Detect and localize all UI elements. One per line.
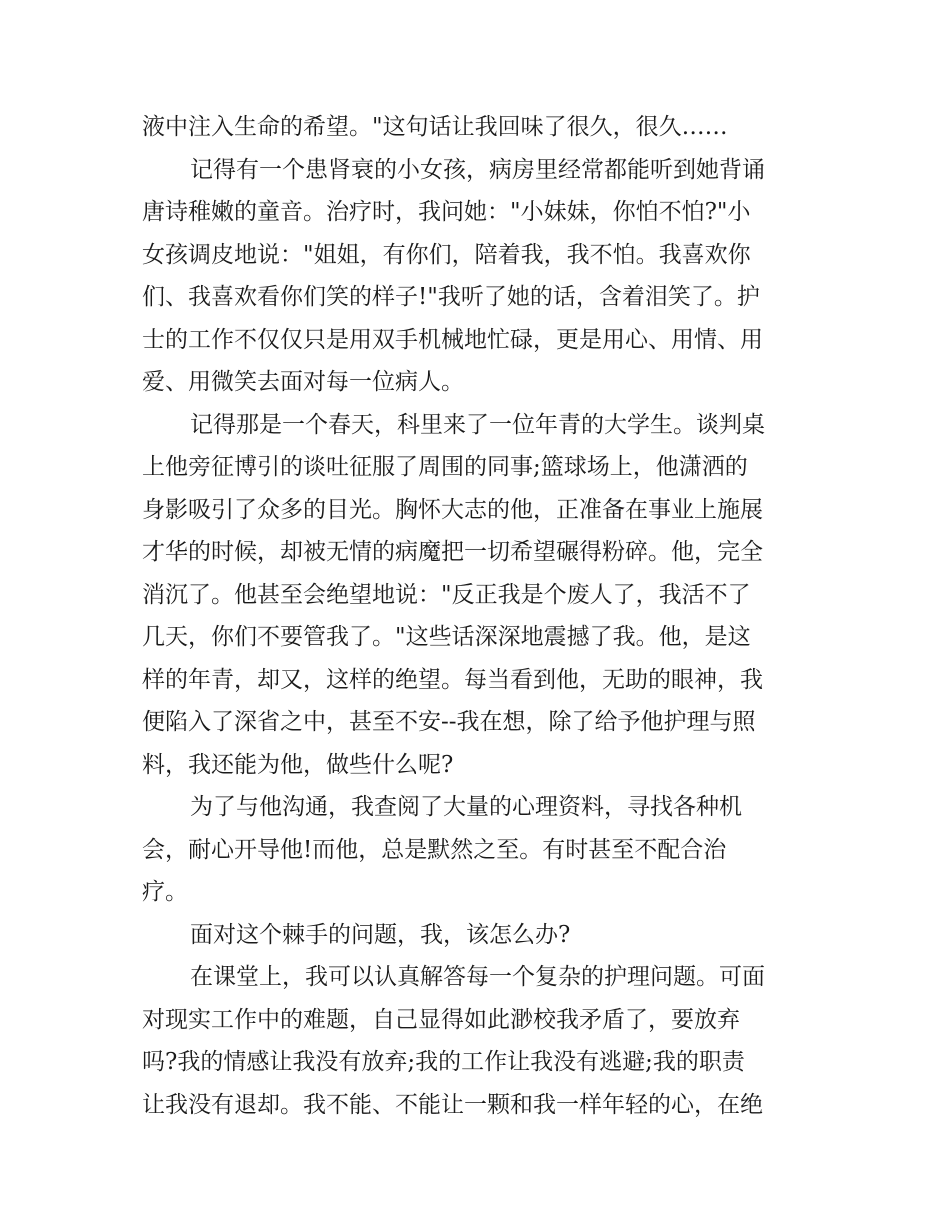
- paragraph-start-line: 记得有一个患肾衰的小女孩，病房里经常都能听到她背诵: [190, 156, 765, 183]
- text-line: 会，耐心开导他!而他，总是默然之至。有时甚至不配合治: [142, 836, 727, 863]
- text-line: 消沉了。他甚至会绝望地说："反正我是个废人了，我活不了: [142, 581, 751, 608]
- text-line: 爱、用微笑去面对每一位病人。: [142, 369, 464, 395]
- text-line: 女孩调皮地说："姐姐，有你们，陪着我，我不怕。我喜欢你: [142, 241, 751, 268]
- text-line: 吗?我的情感让我没有放弃;我的工作让我没有逃避;我的职责: [142, 1049, 745, 1075]
- text-line: 料，我还能为他，做些什么呢?: [142, 751, 454, 778]
- paragraph-start-line: 在课堂上，我可以认真解答每一个复杂的护理问题。可面: [190, 964, 765, 990]
- text-line: 疗。: [142, 879, 188, 905]
- text-line: 便陷入了深省之中，甚至不安--我在想，除了给予他护理与照: [142, 709, 756, 735]
- text-line: 士的工作不仅仅只是用双手机械地忙碌，更是用心、用情、用: [142, 326, 763, 353]
- paragraph-start-line: 为了与他沟通，我查阅了大量的心理资料，寻找各种机: [190, 794, 742, 820]
- text-line: 样的年青，却又，这样的绝望。每当看到他，无助的眼神，我: [142, 666, 763, 693]
- text-line: 们、我喜欢看你们笑的样子!"我听了她的话，含着泪笑了。护: [142, 284, 760, 310]
- text-line: 才华的时候，却被无情的病魔把一切希望碾得粉碎。他，完全: [142, 539, 763, 565]
- paragraph-start-line: 面对这个棘手的问题，我，该怎么办?: [190, 921, 571, 948]
- text-line: 对现实工作中的难题，自己显得如此渺校我矛盾了，要放弃: [142, 1006, 740, 1033]
- document-body: [142, 106, 814, 1126]
- text-line: 几天，你们不要管我了。"这些话深深地震撼了我。他，是这: [142, 624, 751, 650]
- text-line: 身影吸引了众多的目光。胸怀大志的他，正准备在事业上施展: [142, 496, 763, 523]
- text-line: 上他旁征博引的谈吐征服了周围的同事;篮球场上，他潇洒的: [142, 454, 748, 480]
- text-line: 液中注入生命的希望。"这句话让我回味了很久，很久……: [142, 114, 728, 140]
- text-line: 让我没有退却。我不能、不能让一颗和我一样年轻的心，在绝: [142, 1091, 763, 1118]
- text-line: 唐诗稚嫩的童音。治疗时，我问她："小妹妹，你怕不怕?"小: [142, 199, 751, 225]
- paragraph-start-line: 记得那是一个春天，科里来了一位年青的大学生。谈判桌: [190, 411, 765, 438]
